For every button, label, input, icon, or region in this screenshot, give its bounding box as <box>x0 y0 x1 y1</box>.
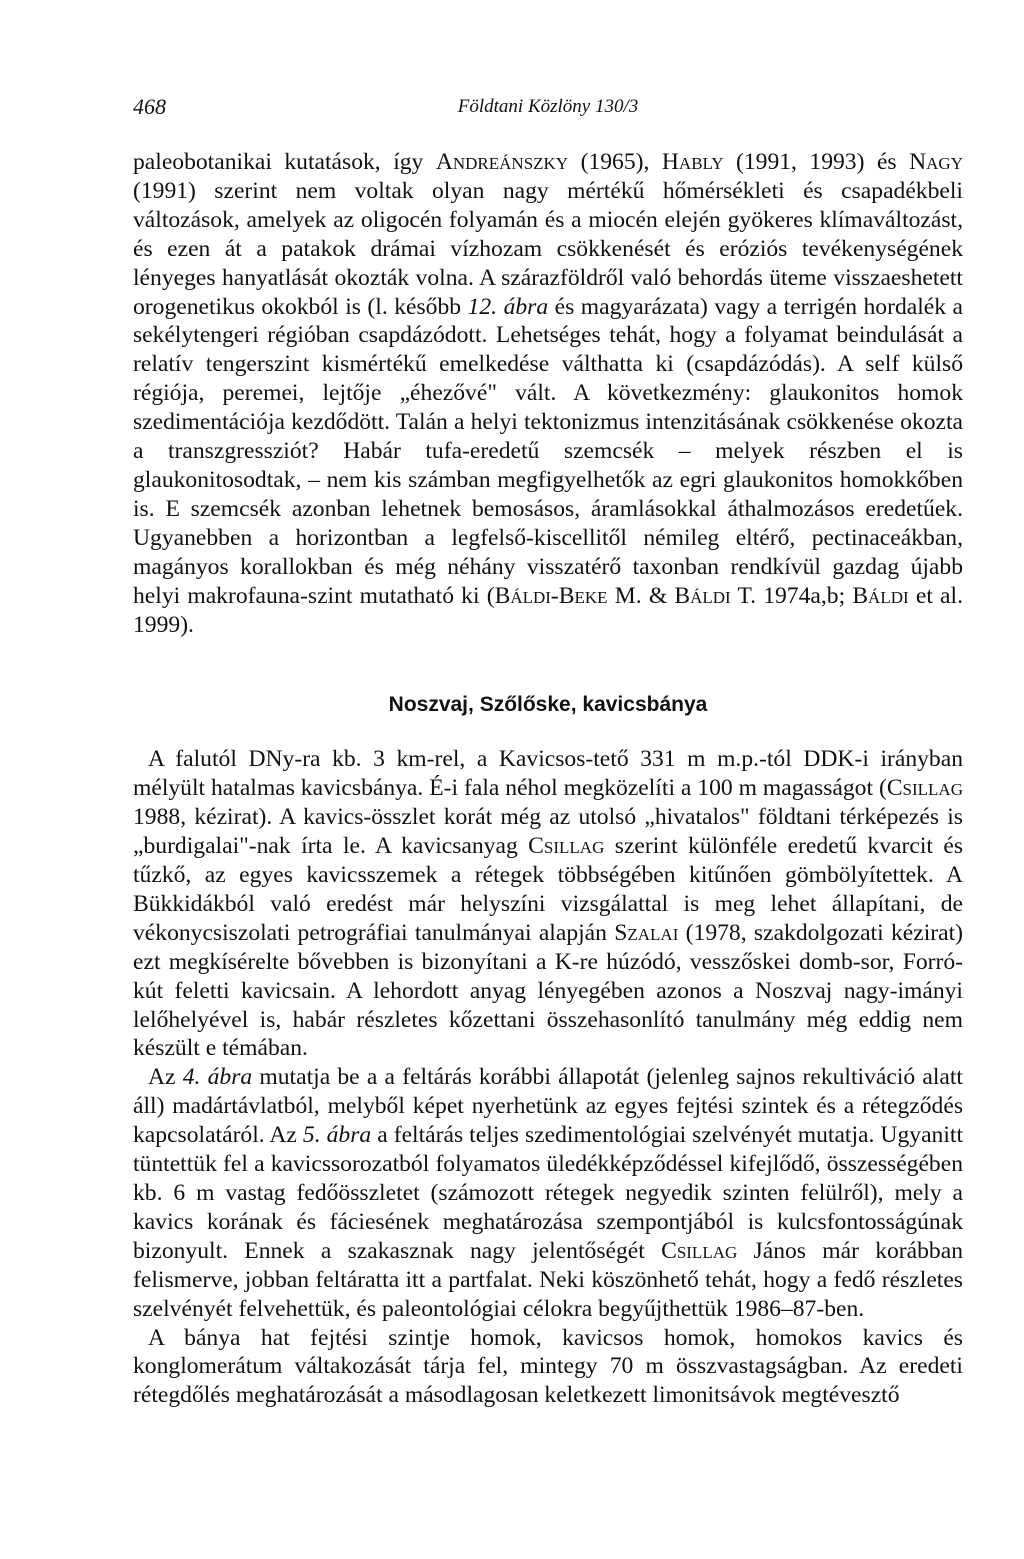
author-name: Hably <box>661 149 724 175</box>
section-title: Noszvaj, Szőlőske, kavicsbánya <box>388 693 708 717</box>
figure-reference: 5. ábra <box>302 1122 372 1149</box>
article-body <box>133 148 963 1410</box>
paragraph-figures: Az 4. ábra mutatja be a a feltárás korábbi állapotát (jelenleg sajnos rekultiváció alatt áll) madártávlatból, melyből képet nyerhetünk az egyes fejtési szintek és a rétegződés kapcsolatáról. Az 5. ábra a feltárás teljes szedimentológiai szelvényét mutatja. Ugyanitt tüntettük fel a kavicssorozatból folyamatos üledékképződéssel kifejlődő, összességében kb. 6 m vastag fedőösszletet (számozott rétegek negyedik szinten felülről), mely a kavics korának és fáciesének meghatározása szempontjából is kulcsfontosságúnak bizonyult. Ennek a szakasznak nagy jelentőségét Csillag János már korábban felismerve, jobban feltáratta itt a partfalat. Neki köszönhető tehát, hogy a fedő részletes szelvényét felvehettük, és paleontológiai célokra begyűjthettük 1986–87-ben. <box>133 1064 963 1322</box>
paragraph-quarry-levels: A bánya hat fejtési szintje homok, kavicsos homok, homokos kavics és konglomerátum váltakozását tárja fel, mintegy 70 m összvastagságban. Az eredeti rétegdőlés meghatározását a másodlagosan keletkezett limonitsávok megtévesztő <box>133 1324 963 1409</box>
figure-reference: 4. ábra <box>182 1064 253 1091</box>
author-name: Szalai <box>614 919 679 946</box>
paragraph-quarry-location: A falutól DNy-ra kb. 3 km-rel, a Kavicsos-tető 331 m m.p.-tól DDK-i irányban mélyült hatalmas kavicsbánya. É-i fala néhol megközelíti a 100 m magasságot (Csillag 1988, kézirat). A kavics-összlet korát még az utolsó „hivatalos" földtani térképezés is „burdigalai"-nak írta le. A kavicsanyag Csillag szerint különféle eredetű kvarcit és tűzkő, az egyes kavicsszemek a rétegek többségében kitűnően gömbölyítettek. A Bükkidákból való eredést már helyszíni vizsgálattal is meg lehet állapítani, de vékonycsiszolati petrográfiai tanulmányai alapján Szalai (1978, szakdolgozati kézirat) ezt megkísérelte bővebben is bizonyítani a K-re húzódó, vesszőskei domb-sor, Forró-kút feletti kavicsain. A lehordott anyag lényegében azonos a Noszvaj nagy-imányi lelőhelyével is, habár részletes kőzettani összehasonlító tanulmány még eddig nem készült e témában. <box>133 746 963 1062</box>
author-name: Csillag <box>886 775 963 802</box>
author-name: Báldi <box>674 582 731 609</box>
journal-title: Földtani Közlöny 130/3 <box>457 96 639 117</box>
running-header <box>133 94 963 122</box>
author-name: Csillag <box>528 833 605 860</box>
author-name: Báldi <box>852 582 909 609</box>
author-name: Báldi-Beke <box>494 582 608 609</box>
author-name: Csillag <box>661 1237 738 1264</box>
author-name: Andreánszky <box>435 149 569 175</box>
author-name: Nagy <box>909 149 963 175</box>
paragraph-paleobotany: paleobotanikai kutatások, így Andreánszky (1965), Hably (1991, 1993) és Nagy (1991) szerint nem voltak olyan nagy mértékű hőmérsékleti és csapadékbeli változások, amelyek az oligocén folyamán és a miocén elején gyökeres klímaváltozást, és ezen át a patakok drámai vízhozam csökkenését és eróziós tevékenységének lényeges hanyatlását okozták volna. A szárazföldről való behordás üteme visszaeshetett orogenetikus okokból is (l. később 12. ábra és magyarázata) vagy a terrigén hordalék a sekélytengeri régióban csapdázódott. Lehetséges tehát, hogy a folyamat beindulását a relatív tengerszint kismértékű emelkedése válthatta ki (csapdázódás). A self külső régiója, peremei, lejtője „éhezővé" vált. A következmény: glaukonitos homok szedimentációja kezdődött. Talán a helyi tektonizmus intenzitásának csökkenése okozta a transzgressziót? Habár tufa-eredetű szemcsék – melyek részben el is glaukonitosodtak, – nem kis számban megfigyelhetők az egri glaukonitos homokkőben is. E szemcsék azonban lehetnek bemosásos, áramlásokkal áthalmozásos eredetűek. Ugyanebben a horizontban a legfelső-kiscellitől némileg eltérő, pectinaceákban, magányos korallokban és még néhány visszatérő taxonban rendkívül gazdag újabb helyi makrofauna-szint mutatható ki (Báldi-Beke M. & Báldi T. 1974a,b; Báldi et al. 1999). <box>133 149 964 638</box>
page-number: 468 <box>133 94 166 119</box>
figure-reference: 12. ábra <box>467 293 549 320</box>
